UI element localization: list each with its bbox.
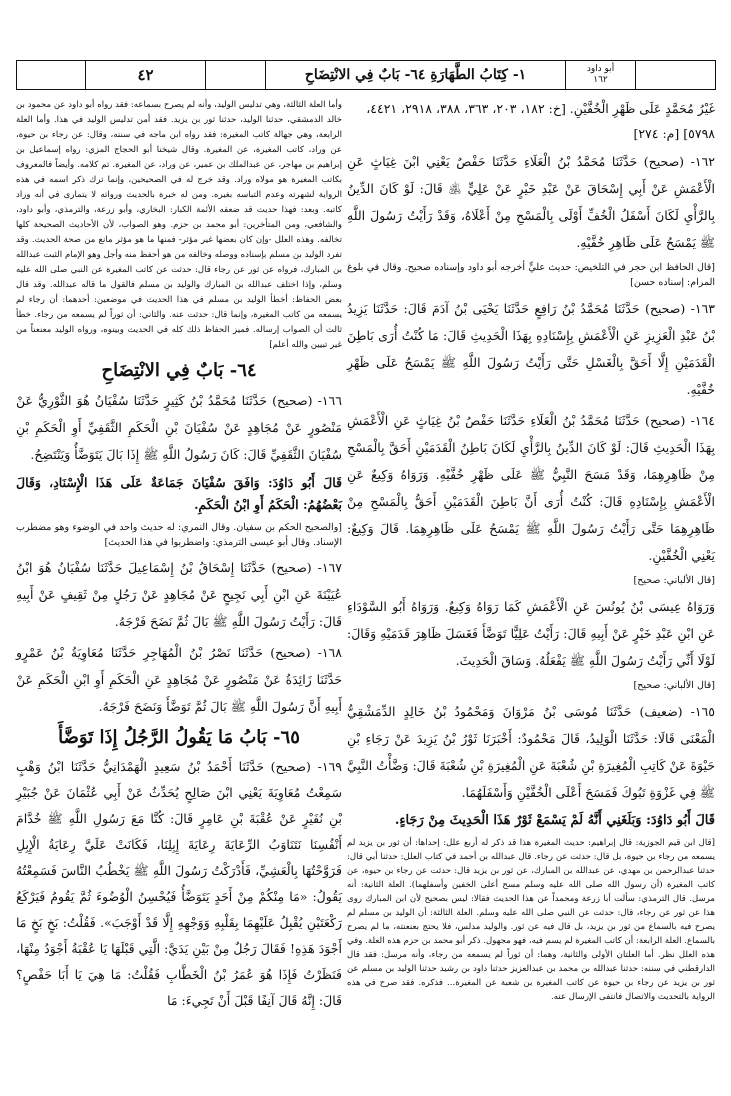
commentary-165: [قال ابن قيم الجوزية: قال إبراهيم: حديث المغيرة هذا قد ذكر له أربع علل: إحداها: أن ثور بن يزيد لم يسمعه من رجاء بن حيوة، بل قال: حدثت عن رجاء. قال عبدالله بن أحمد في كتاب العلل: حدثنا أبي قال: حدثنا عبدالرحمن بن مهدي، عن عبدالله بن المبارك، عن ثور بن يزيد قال: حدثت عن رجاء بن حيوة، عن كاتب المغيرة (أن رسول الله صلى الله عليه وسلم مسح أعلى الخفين وأسفلهما). العلة الثانية: أنه مرسل. قال الترمذي: سألت أبا زرعة ومحمداً عن هذا الحديث فقالا: ليس بصحيح لأن ابن المبارك روى هذا عن ثور عن رجاء، قال: حدثت عن النبي صلى الله عليه وسلم. العلة الثالثة: أن الوليد بن مسلم لم يصرح فيه بالسماع من ثور بن يزيد، بل قال فيه عن ثور. والوليد مدلس، فلا يحتج بعنعنته، ما لم يصرح بالسماع. العلة الرابعة: أن كاتب المغيرة لم يسم فيه، فهو مجهول. ذكر أبو محمد بن حزم هذه العلة. وفي هذه العلل نظر. أما العلتان الأولى والثانية، وهما: أن ثوراً لم يسمعه من رجاء، وأنه مرسل: فقد قال الدارقطني في سننه: حدثنا عبدالله بن محمد بن عبدالعزيز حدثنا داود بن رشيد حدثنا الوليد بن مسلم عن ثور بن يزيد عن رجاء بن حيوة عن كاتب المغيرة بن شعبة عن المغيرة... فذكره. فقد صرح في هذه الرواية بالتحديث والاتصال فانتفى الإرسال عنه. bbox=[347, 838, 715, 1002]
header-author: أبو داود bbox=[586, 64, 615, 74]
left-column bbox=[16, 98, 342, 1018]
note-164: [قال الألباني: صحيح] bbox=[633, 575, 715, 586]
header-empty-left bbox=[17, 61, 85, 89]
right-para-1: ٥٧٩٨] [م: ٢٧٤] bbox=[633, 126, 715, 141]
header-section-number: ١٦٢ bbox=[593, 75, 608, 85]
page-header bbox=[16, 60, 716, 90]
header-book-title: ١- كِتَابُ الطَّهَارَةِ ٦٤- بَابٌ فِي الانْتِضَاحِ bbox=[265, 61, 565, 89]
abu-dawud-comment-166: قَالَ أَبُو دَاوُدَ: وَافَقَ سُفْيَانَ جَمَاعَةٌ عَلَى هَذَا الْإِسْنَادِ، وَقَالَ بَعْضُهُمُ: الْحَكَمُ أَوِ ابْنُ الْحَكَمِ. bbox=[16, 475, 342, 512]
right-para-0: غَيْرُ مُحَمَّدٍ عَلَى ظَهْرِ الْخُفَّيْنِ. [خ: ١٨٢، ٢٠٣، ٣٦٣، ٣٨٨، ٢٩١٨، ٤٤٢١، bbox=[366, 101, 715, 116]
hadith-168: ١٦٨- (صحيح) حَدَّثَنَا نَصْرُ بْنُ الْمُهَاجِرِ حَدَّثَنَا مُعَاوِيَةُ بْنُ عَمْرٍو حَدَّثَنَا زَائِدَةُ عَنْ مَنْصُورٍ عَنْ مُجَاهِدٍ عَنِ الْحَكَمِ أَوِ ابْنِ الْحَكَمِ عَنْ أَبِيهِ أَنَّ رَسُولَ اللَّهِ ﷺ بَالَ ثُمَّ تَوَضَّأَ وَنَضَحَ فَرْجَهُ. bbox=[16, 645, 342, 714]
hadith-165: ١٦٥- (ضعيف) حَدَّثَنَا مُوسَى بْنُ مَرْوَانَ وَمَحْمُودُ بْنُ خَالِدٍ الدِّمَشْقِيُّ الْمَعْنَى قَالَا: حَدَّثَنَا الْوَلِيدُ، قَالَ مَحْمُودٌ: أَخْبَرَنَا ثَوْرُ بْنُ يَزِيدَ عَنْ رَجَاءِ بْنِ حَيْوَةَ عَنْ كَاتِبِ الْمُغِيرَةِ بْنِ شُعْبَةَ عَنِ الْمُغِيرَةِ بْنِ شُعْبَةَ قَالَ: وَضَّأْتُ النَّبِيَّ ﷺ فِي غَزْوَةِ تَبُوكَ فَمَسَحَ أَعْلَى الْخُفَّيْنِ وَأَسْفَلَهُمَا. bbox=[347, 704, 715, 800]
hadith-164-continued: وَرَوَاهُ عِيسَى بْنُ يُونُسَ عَنِ الْأَعْمَشِ كَمَا رَوَاهُ وَكِيعٌ. وَرَوَاهُ أَبُو السَّوْدَاءِ عَنِ ابْنِ عَبْدِ خَيْرٍ عَنْ أَبِيهِ قَالَ: رَأَيْتُ عَلِيًّا تَوَضَّأَ فَغَسَلَ ظَاهِرَ قَدَمَيْهِ وَقَالَ: لَوْلَا أَنِّي رَأَيْتُ رَسُولَ اللَّهِ ﷺ يَفْعَلُهُ. وَسَاقَ الْحَدِيثَ. bbox=[347, 599, 715, 668]
hadith-163: ١٦٣- (صحيح) حَدَّثَنَا مُحَمَّدُ بْنُ رَافِعٍ حَدَّثَنَا يَحْيَى بْنُ آدَمَ قَالَ: حَدَّثَنَا يَزِيدُ بْنُ عَبْدِ الْعَزِيزِ عَنِ الْأَعْمَشِ بِإِسْنَادِهِ بِهَذَا الْحَدِيثِ قَالَ: مَا كُنْتُ أُرَى بَاطِنَ الْقَدَمَيْنِ إِلَّا أَحَقَّ بِالْغَسْلِ حَتَّى رَأَيْتُ رَسُولَ اللَّهِ ﷺ يَمْسَحُ عَلَى ظَهْرِ خُفَّيْهِ. bbox=[347, 301, 715, 397]
note-162: [قال الحافظ ابن حجر في التلخيص: حديث عليٍّ أخرجه أبو داود وإسناده صحيح. وقال في بلوغ المرام: إسناده حسن] bbox=[347, 262, 715, 288]
hadith-169: ١٦٩- (صحيح) حَدَّثَنَا أَحْمَدُ بْنُ سَعِيدٍ الْهَمْدَانِيُّ حَدَّثَنَا ابْنُ وَهْبٍ سَمِعْتُ مُعَاوِيَةَ يَعْنِي ابْنَ صَالِحٍ يُحَدِّثُ عَنْ أَبِي عُثْمَانَ عَنْ جُبَيْرِ بْنِ نُفَيْرٍ عَنْ عُقْبَةَ بْنِ عَامِرٍ قَالَ: كُنَّا مَعَ رَسُولِ اللَّهِ ﷺ خُدَّامَ أَنْفُسِنَا نَتَنَاوَبُ الرِّعَايَةَ رِعَايَةَ إِبِلِنَا، فَكَانَتْ عَلَيَّ رِعَايَةُ الْإِبِلِ فَرَوَّحْتُهَا بِالْعَشِيِّ، فَأَدْرَكْتُ رَسُولَ اللَّهِ ﷺ يَخْطُبُ النَّاسَ فَسَمِعْتُهُ يَقُولُ: «مَا مِنْكُمْ مِنْ أَحَدٍ يَتَوَضَّأُ فَيُحْسِنُ الْوُضُوءَ ثُمَّ يَقُومُ فَيَرْكَعُ رَكْعَتَيْنِ يُقْبِلُ عَلَيْهِمَا بِقَلْبِهِ وَوَجْهِهِ إِلَّا قَدْ أَوْجَبَ». فَقُلْتُ: بَخٍ بَخٍ مَا أَجْوَدَ هَذِهِ! فَقَالَ رَجُلٌ مِنْ بَيْنِ يَدَيَّ: الَّتِي قَبْلَهَا يَا عُقْبَةُ أَجْوَدُ مِنْهَا، فَنَظَرْتُ فَإِذَا هُوَ عُمَرُ بْنُ الْخَطَّابِ فَقُلْتُ: مَا هِيَ يَا أَبَا حَفْصٍ؟ قَالَ: إِنَّهُ قَالَ آنِفًا قَبْلَ أَنْ تَجِيءَ: مَا bbox=[16, 759, 342, 1008]
header-empty-right bbox=[635, 61, 715, 89]
abu-dawud-comment-165: قَالَ أَبُو دَاوُدَ: وَبَلَغَنِي أَنَّهُ لَمْ يَسْمَعْ ثَوْرٌ هَذَا الْحَدِيثَ مِنْ رَجَاءٍ. bbox=[394, 813, 715, 828]
hadith-166: ١٦٦- (صحيح) حَدَّثَنَا مُحَمَّدُ بْنُ كَثِيرٍ حَدَّثَنَا سُفْيَانُ هُوَ الثَّوْرِيُّ عَنْ مَنْصُورٍ عَنْ مُجَاهِدٍ عَنْ سُفْيَانَ بْنِ الْحَكَمِ الثَّقَفِيِّ أَوِ الْحَكَمِ بْنِ سُفْيَانَ الثَّقَفِيِّ قَالَ: كَانَ رَسُولُ اللَّهِ ﷺ إِذَا بَالَ يَتَوَضَّأُ وَيَنْتَضِحُ. bbox=[16, 393, 342, 462]
hadith-162: ١٦٢- (صحيح) حَدَّثَنَا مُحَمَّدُ بْنُ الْعَلَاءِ حَدَّثَنَا حَفْصٌ يَعْنِي ابْنَ غِيَاثٍ عَنِ الْأَعْمَشِ عَنْ أَبِي إِسْحَاقَ عَنْ عَبْدِ خَيْرٍ عَنْ عَلِيٍّ ﵁ قَالَ: لَوْ كَانَ الدِّينُ بِالرَّأْيِ لَكَانَ أَسْفَلُ الْخُفِّ أَوْلَى بِالْمَسْحِ مِنْ أَعْلَاهُ، وَقَدْ رَأَيْتُ رَسُولَ اللَّهِ ﷺ يَمْسَحُ عَلَى ظَاهِرِ خُفَّيْهِ. bbox=[347, 154, 715, 250]
header-author-box bbox=[565, 61, 635, 89]
hadith-167: ١٦٧- (صحيح) حَدَّثَنَا إِسْحَاقُ بْنُ إِسْمَاعِيلَ حَدَّثَنَا سُفْيَانُ هُوَ ابْنُ عُيَيْنَةَ عَنِ ابْنِ أَبِي نَجِيحٍ عَنْ مُجَاهِدٍ عَنْ رَجُلٍ مِنْ ثَقِيفٍ عَنْ أَبِيهِ قَالَ: رَأَيْتُ رَسُولَ اللَّهِ ﷺ بَالَ ثُمَّ نَضَحَ فَرْجَهُ. bbox=[16, 560, 342, 629]
chapter-65-title: ٦٥- بَابُ مَا يَقُولُ الرَّجُلُ إِذَا تَوَضَّأَ bbox=[58, 727, 300, 748]
note-166: [والصحيح الحكم بن سفيان. وقال النمري: له حديث واحد في الوضوء وهو مضطرب الإسناد. وقال أبو عيسى الترمذي: واضطربوا في هذا الحديث] bbox=[16, 522, 342, 548]
chapter-64-title: ٦٤- بَابٌ فِي الانْتِضَاحِ bbox=[101, 360, 257, 381]
commentary-continued: وأما العلة الثالثة، وهي تدليس الوليد، وأنه لم يصرح بسماعه: فقد رواه أبو داود عن محمود بن خالد الدمشقي، حدثنا الوليد، حدثنا ثور بن يزيد. فقد أمن تدليس الوليد في هذا. وأما العلة الرابعة، وهي جهالة كاتب المغيرة: فقد رواه ابن ماجه في سننه، وقال: عن رجاء بن حيوة، عن وراد، كاتب المغيرة، عن المغيرة. وقال شيخنا أبو الحجاج المزي: رواه إسماعيل بن إبراهيم بن مهاجر، عن عبدالملك بن عمير، عن وراد، عن المغيرة. تم كلامه. وأيضاً فالمعروف بكاتب المغيرة هو مولاه وراد. وقد خرج له في الصحيحين، وإنما ترك ذكر اسمه في هذه الرواية لشهرته وعدم التباسه بغيره. ومن له خبرة بالحديث ورواته لا يتمارى في أنه وراد كاتبه. وبعد: فهذا حديث قد ضعفه الأئمة الكبار: البخاري، وأبو زرعة، والترمذي، وأبو داود، والشافعي، ومن المتأخرين: أبو محمد بن حزم. وهو الصواب، لأن الأحاديث الصحيحة كلها تخالفه. وهذه العلل -وإن كان بعضها غير مؤثر- فمنها ما هو مؤثر مانع من صحة الحديث. وقد تفرد الوليد بن مسلم بإسناده ووصله وخالفه من هو أحفظ منه وأجل وهو الإمام الثبت عبدالله بن المبارك، فرواه عن ثور عن رجاء قال: حدثت عن كاتب المغيرة عن النبي صلى الله عليه وسلم، وإذا اختلف عبدالله بن المبارك والوليد بن مسلم فالقول ما قاله عبدالله. وقد قال بعض الحفاظ: أخطأ الوليد بن مسلم في هذا الحديث في موضعين: أحدهما: أن رجاء لم يسمعه من كاتب المغيرة، وإنما قال: حدثت عنه. والثاني: أن ثوراً لم يسمعه من رجاء. خطأ ثالث أن الصواب إرساله. فميز الحفاظ ذلك كله في الحديث وبينوه، ورواه الوليد معنعناً من غير تبيين والله أعلم] bbox=[16, 100, 342, 350]
hadith-164: ١٦٤- (صحيح) حَدَّثَنَا مُحَمَّدُ بْنُ الْعَلَاءِ حَدَّثَنَا حَفْصُ بْنُ غِيَاثٍ عَنِ الْأَعْمَشِ بِهَذَا الْحَدِيثِ قَالَ: لَوْ كَانَ الدِّينُ بِالرَّأْيِ لَكَانَ بَاطِنُ الْقَدَمَيْنِ أَحَقَّ بِالْمَسْحِ مِنْ ظَاهِرِهِمَا، وَقَدْ مَسَحَ النَّبِيُّ ﷺ عَلَى ظَهْرِ خُفَّيْهِ. وَرَوَاهُ وَكِيعٌ عَنِ الْأَعْمَشِ بِإِسْنَادِهِ قَالَ: كُنْتُ أُرَى أَنَّ بَاطِنَ الْقَدَمَيْنِ أَحَقُّ بِالْمَسْحِ مِنْ ظَاهِرِهِمَا حَتَّى رَأَيْتُ رَسُولَ اللَّهِ ﷺ يَمْسَحُ عَلَى ظَاهِرِهِمَا. قَالَ وَكِيعٌ: يَعْنِي الْخُفَّيْنِ. bbox=[347, 413, 715, 563]
header-empty-mid bbox=[205, 61, 265, 89]
note-164b: [قال الألباني: صحيح] bbox=[633, 680, 715, 691]
right-column bbox=[347, 98, 715, 1008]
header-page-number: ٤٢ bbox=[85, 61, 205, 89]
